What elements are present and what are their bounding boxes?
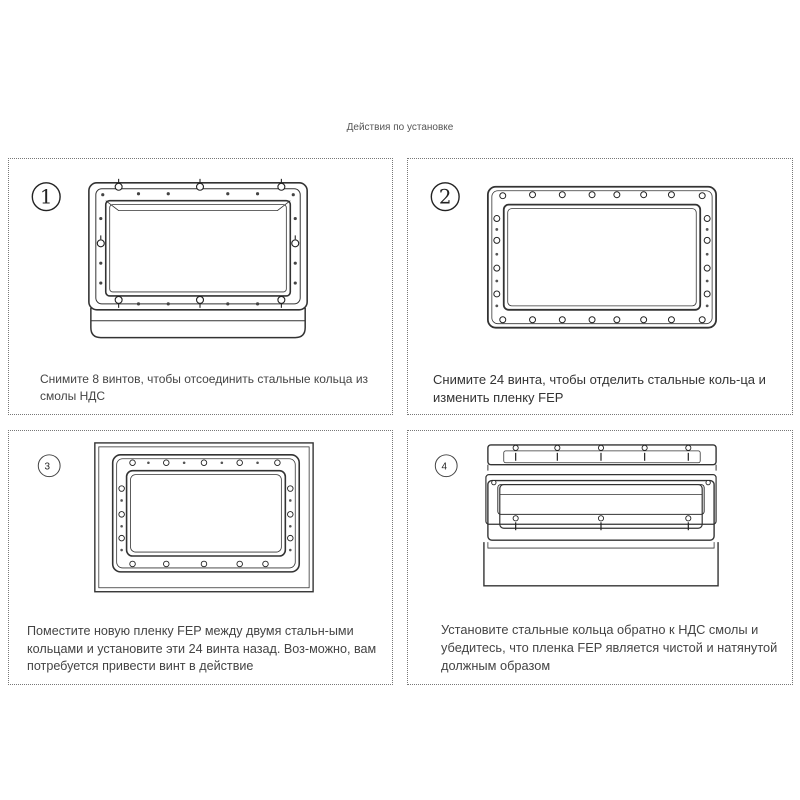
step-number-badge	[32, 183, 60, 211]
step-number-badge	[38, 455, 60, 477]
steel-ring-frame-drawing	[488, 187, 716, 328]
step-2-panel	[407, 158, 793, 415]
step-1-panel	[8, 158, 393, 415]
svg-text:4: 4	[441, 461, 447, 473]
step-caption: Поместите новую пленку FEP между двумя стальн-ыми кольцами и установите эти 24 винта назад. Воз-можно, вам потребуется привести винт в действие	[27, 624, 377, 674]
svg-text:2: 2	[438, 185, 452, 209]
screw-holes	[495, 228, 708, 307]
svg-text:3: 3	[44, 461, 50, 473]
resin-tank-base	[484, 481, 718, 586]
step-caption: Снимите 8 винтов, чтобы отсоединить стальные кольца из смолы НДС	[40, 372, 369, 403]
page-title: Действия по установке	[346, 122, 454, 133]
screws	[97, 179, 298, 308]
step-3-panel	[8, 430, 393, 685]
screws	[494, 192, 710, 323]
svg-text:1: 1	[39, 185, 53, 209]
screws	[119, 460, 293, 567]
step-caption: Снимите 24 винта, чтобы отделить стальные коль-ца и изменить пленку FEP	[433, 372, 766, 406]
step-caption: Установите стальные кольца обратно к НДС смолы и убедитесь, что пленка FEP является чистой и натянутой должным образом	[441, 622, 778, 673]
step-4-panel	[407, 430, 793, 685]
step-number-badge	[431, 183, 459, 211]
ring-frame-on-film	[113, 455, 300, 572]
screw-holes	[99, 192, 297, 305]
resin-tank-drawing	[89, 183, 307, 338]
step-number-badge	[435, 455, 457, 477]
